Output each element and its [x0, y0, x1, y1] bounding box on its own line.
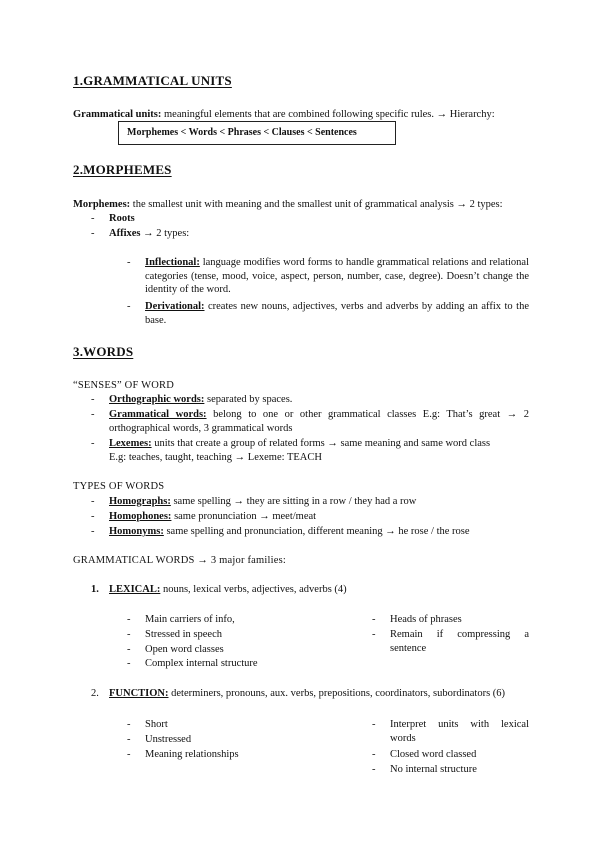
grammatical-units-definition: Grammatical units: meaningful elements that are combined following specific rules. → Hierarchy: [73, 109, 495, 120]
subheading-types-of-words: TYPES OF WORDS [73, 481, 165, 492]
morphemes-definition: Morphemes: the smallest unit with meaning and the smallest unit of grammatical analysis → 2 types: [73, 199, 503, 210]
document-page: 1.GRAMMATICAL UNITS Grammatical units: meaningful elements that are combined following specific rules. → Hierarchy: Morphemes < Words < Phrases < Clauses < Sentences 2.MORPHEMES Morphemes: the smallest unit with meaning and the smallest unit of grammatical analysis → 2 types: - Roots - Affixes → 2 types: - Inflectional: language modifies word forms to handle grammatical relations and relational categories (tense, mood, voice, aspect, person, number, case, degree). Doesn’t change the identity of the word. - Derivational: creates new nouns, adjectives, verbs and adverbs by adding an affix to the base. 3.WORDS “SENSES” OF WORD - Orthographic words: separated by spaces. - Grammatical words: belong to one or other grammatical classes E.g: That’s great → 2 orthographical words, 3 grammatical words - Lexemes: units that create a group of related forms → same meaning and same word class E.g: teaches, taught, teaching → Lexeme: TEACH TYPES OF WORDS - Homographs: same spelling → they are sitting in a row / they had a row - Homophones: same pronunciation → meet/meat - Homonyms: same spelling and pronunciation, different meaning → he rose / the rose GRAMMATICAL WORDS → 3 major families: 1. LEXICAL: nouns, lexical verbs, adjectives, adverbs (4) - Main carriers of info, - Stressed in speech - Open word classes - Complex internal structure - Heads of phrases - Remain if compressing a sentence 2. FUNCTION: determiners, pronouns, aux. verbs, prepositions, coordinators, subordinators (6) - Short - Unstressed - Meaning relationships - Interpret units with lexical words - Closed word classed - No internal structure [73, 73, 529, 775]
subheading-senses-of-word: “SENSES” OF WORD [73, 380, 175, 391]
hierarchy-box: Morphemes < Words < Phrases < Clauses < Sentences [118, 121, 396, 145]
grammatical-words-families: GRAMMATICAL WORDS → 3 major families: [73, 555, 287, 566]
heading-grammatical-units: 1.GRAMMATICAL UNITS [73, 73, 232, 88]
heading-words: 3.WORDS [73, 344, 134, 359]
heading-morphemes: 2.MORPHEMES [73, 162, 172, 177]
lexemes-example: E.g: teaches, taught, teaching → Lexeme: TEACH [109, 452, 322, 463]
